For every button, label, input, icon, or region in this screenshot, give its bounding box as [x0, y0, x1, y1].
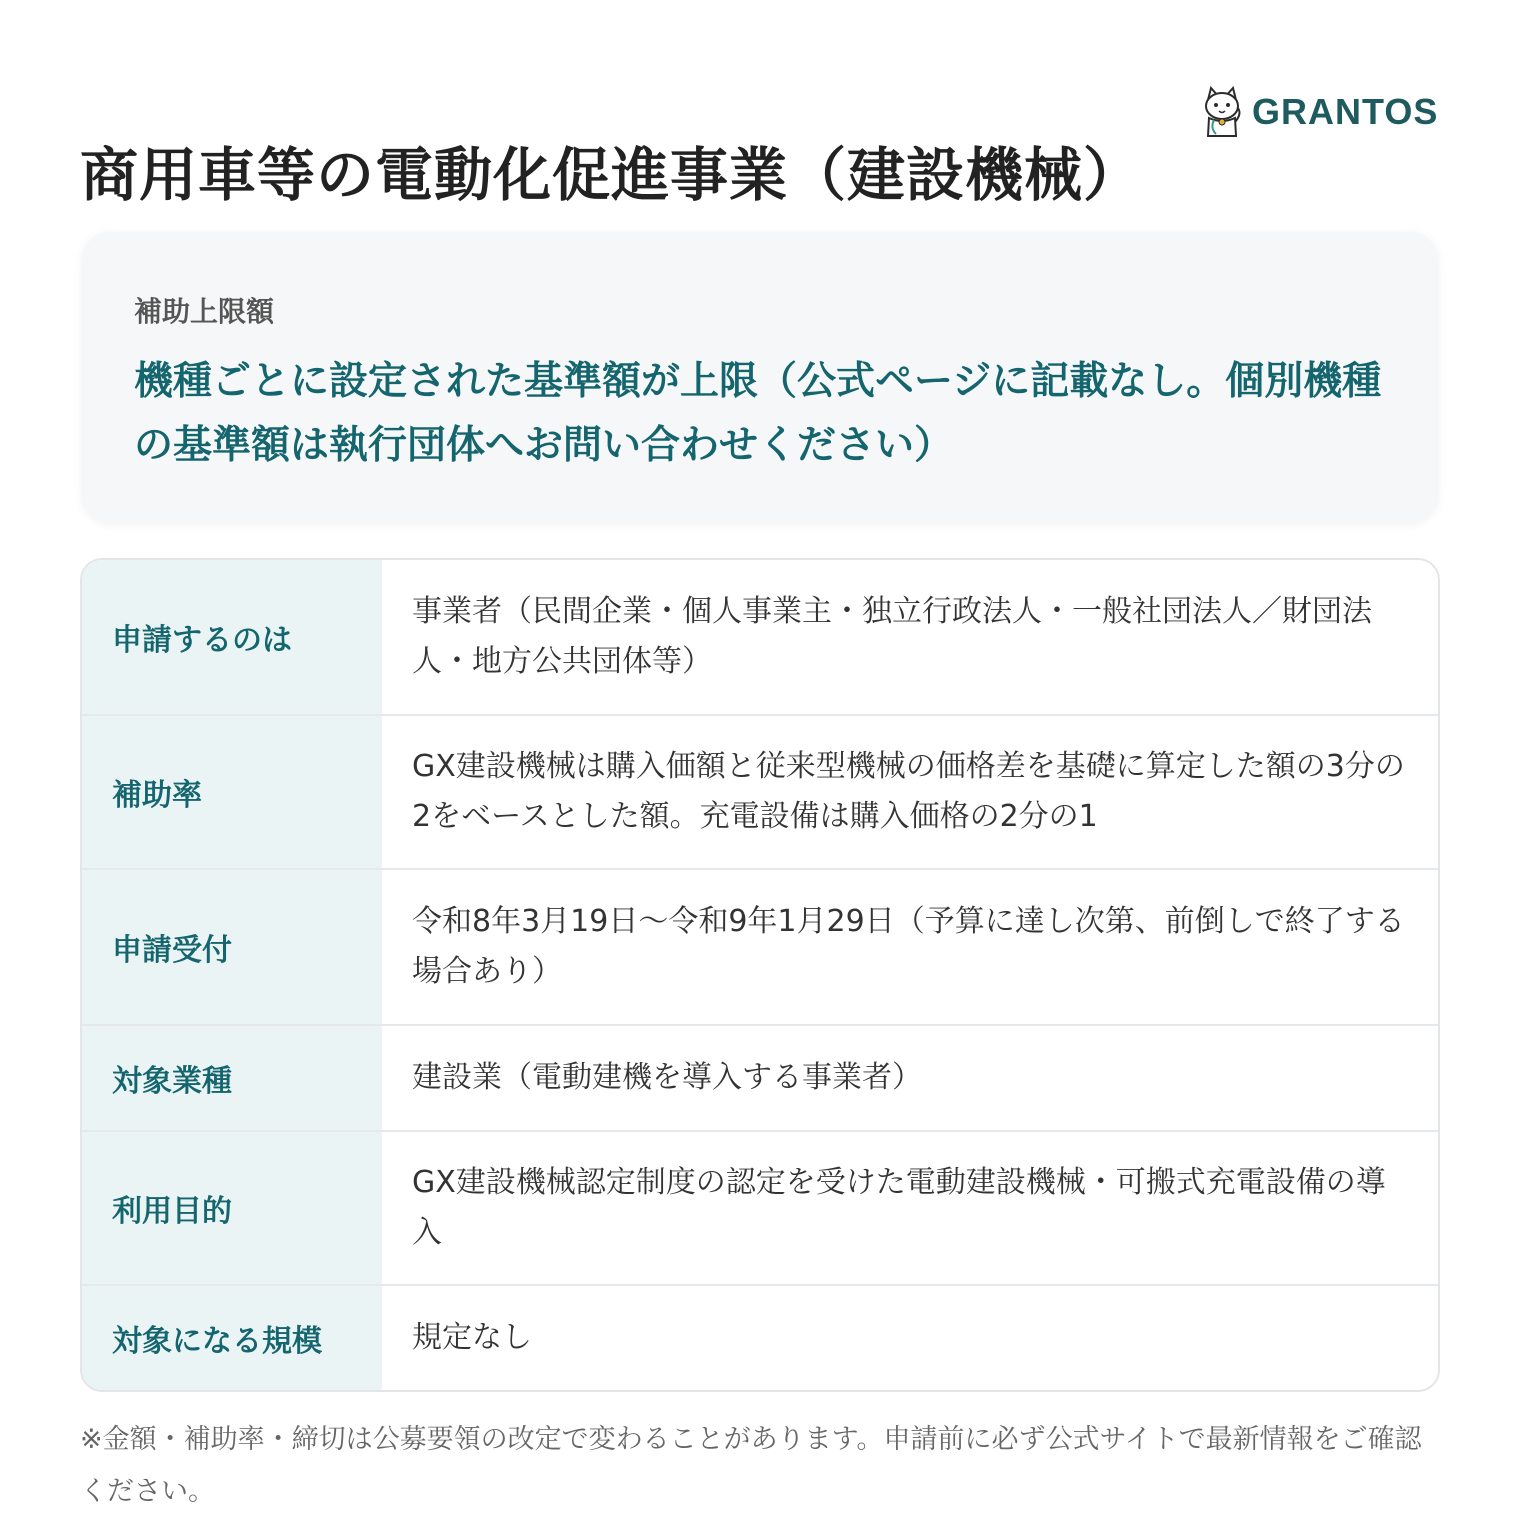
row-value: 令和8年3月19日～令和9年1月29日（予算に達し次第、前倒しで終了する場合あり） — [412, 904, 1405, 989]
row-value: 建設業（電動建機を導入する事業者） — [412, 1060, 922, 1095]
limit-card — [82, 232, 1438, 522]
row-value: 事業者（民間企業・個人事業主・独立行政法人・一般社団法人／財団法人・地方公共団体等） — [412, 594, 1372, 679]
table-row — [82, 560, 1438, 714]
limit-value: 機種ごとに設定された基準額が上限（公式ページに記載なし。個別機種の基準額は執行団体へお問い合わせください） — [134, 359, 1382, 468]
row-key: 利用目的 — [82, 1132, 382, 1284]
row-value: GX建設機械は購入価額と従来型機械の価格差を基礎に算定した額の3分の2をベースとした額。充電設備は購入価格の2分の1 — [412, 749, 1405, 834]
lucky-cat-icon — [1200, 84, 1244, 140]
table-row — [82, 1024, 1438, 1130]
row-key: 申請するのは — [82, 560, 382, 714]
page-title: 商用車等の電動化促進事業（建設機械） — [80, 141, 1143, 209]
row-key: 対象業種 — [82, 1026, 382, 1130]
info-table — [80, 558, 1440, 1392]
brand-logo — [1200, 84, 1438, 140]
table-row — [82, 1130, 1438, 1284]
row-key: 補助率 — [82, 716, 382, 868]
table-row — [82, 714, 1438, 868]
footnote: ※金額・補助率・締切は公募要領の改定で変わることがあります。申請前に必ず公式サイトで最新情報をご確認ください。 — [80, 1424, 1422, 1507]
table-row — [82, 868, 1438, 1024]
limit-label: 補助上限額 — [134, 295, 275, 328]
row-value: GX建設機械認定制度の認定を受けた電動建設機械・可搬式充電設備の導入 — [412, 1165, 1386, 1250]
table-row — [82, 1284, 1438, 1390]
row-key: 申請受付 — [82, 870, 382, 1024]
row-value: 規定なし — [412, 1320, 532, 1355]
brand-name: GRANTOS — [1252, 91, 1439, 132]
row-key: 対象になる規模 — [82, 1286, 382, 1390]
